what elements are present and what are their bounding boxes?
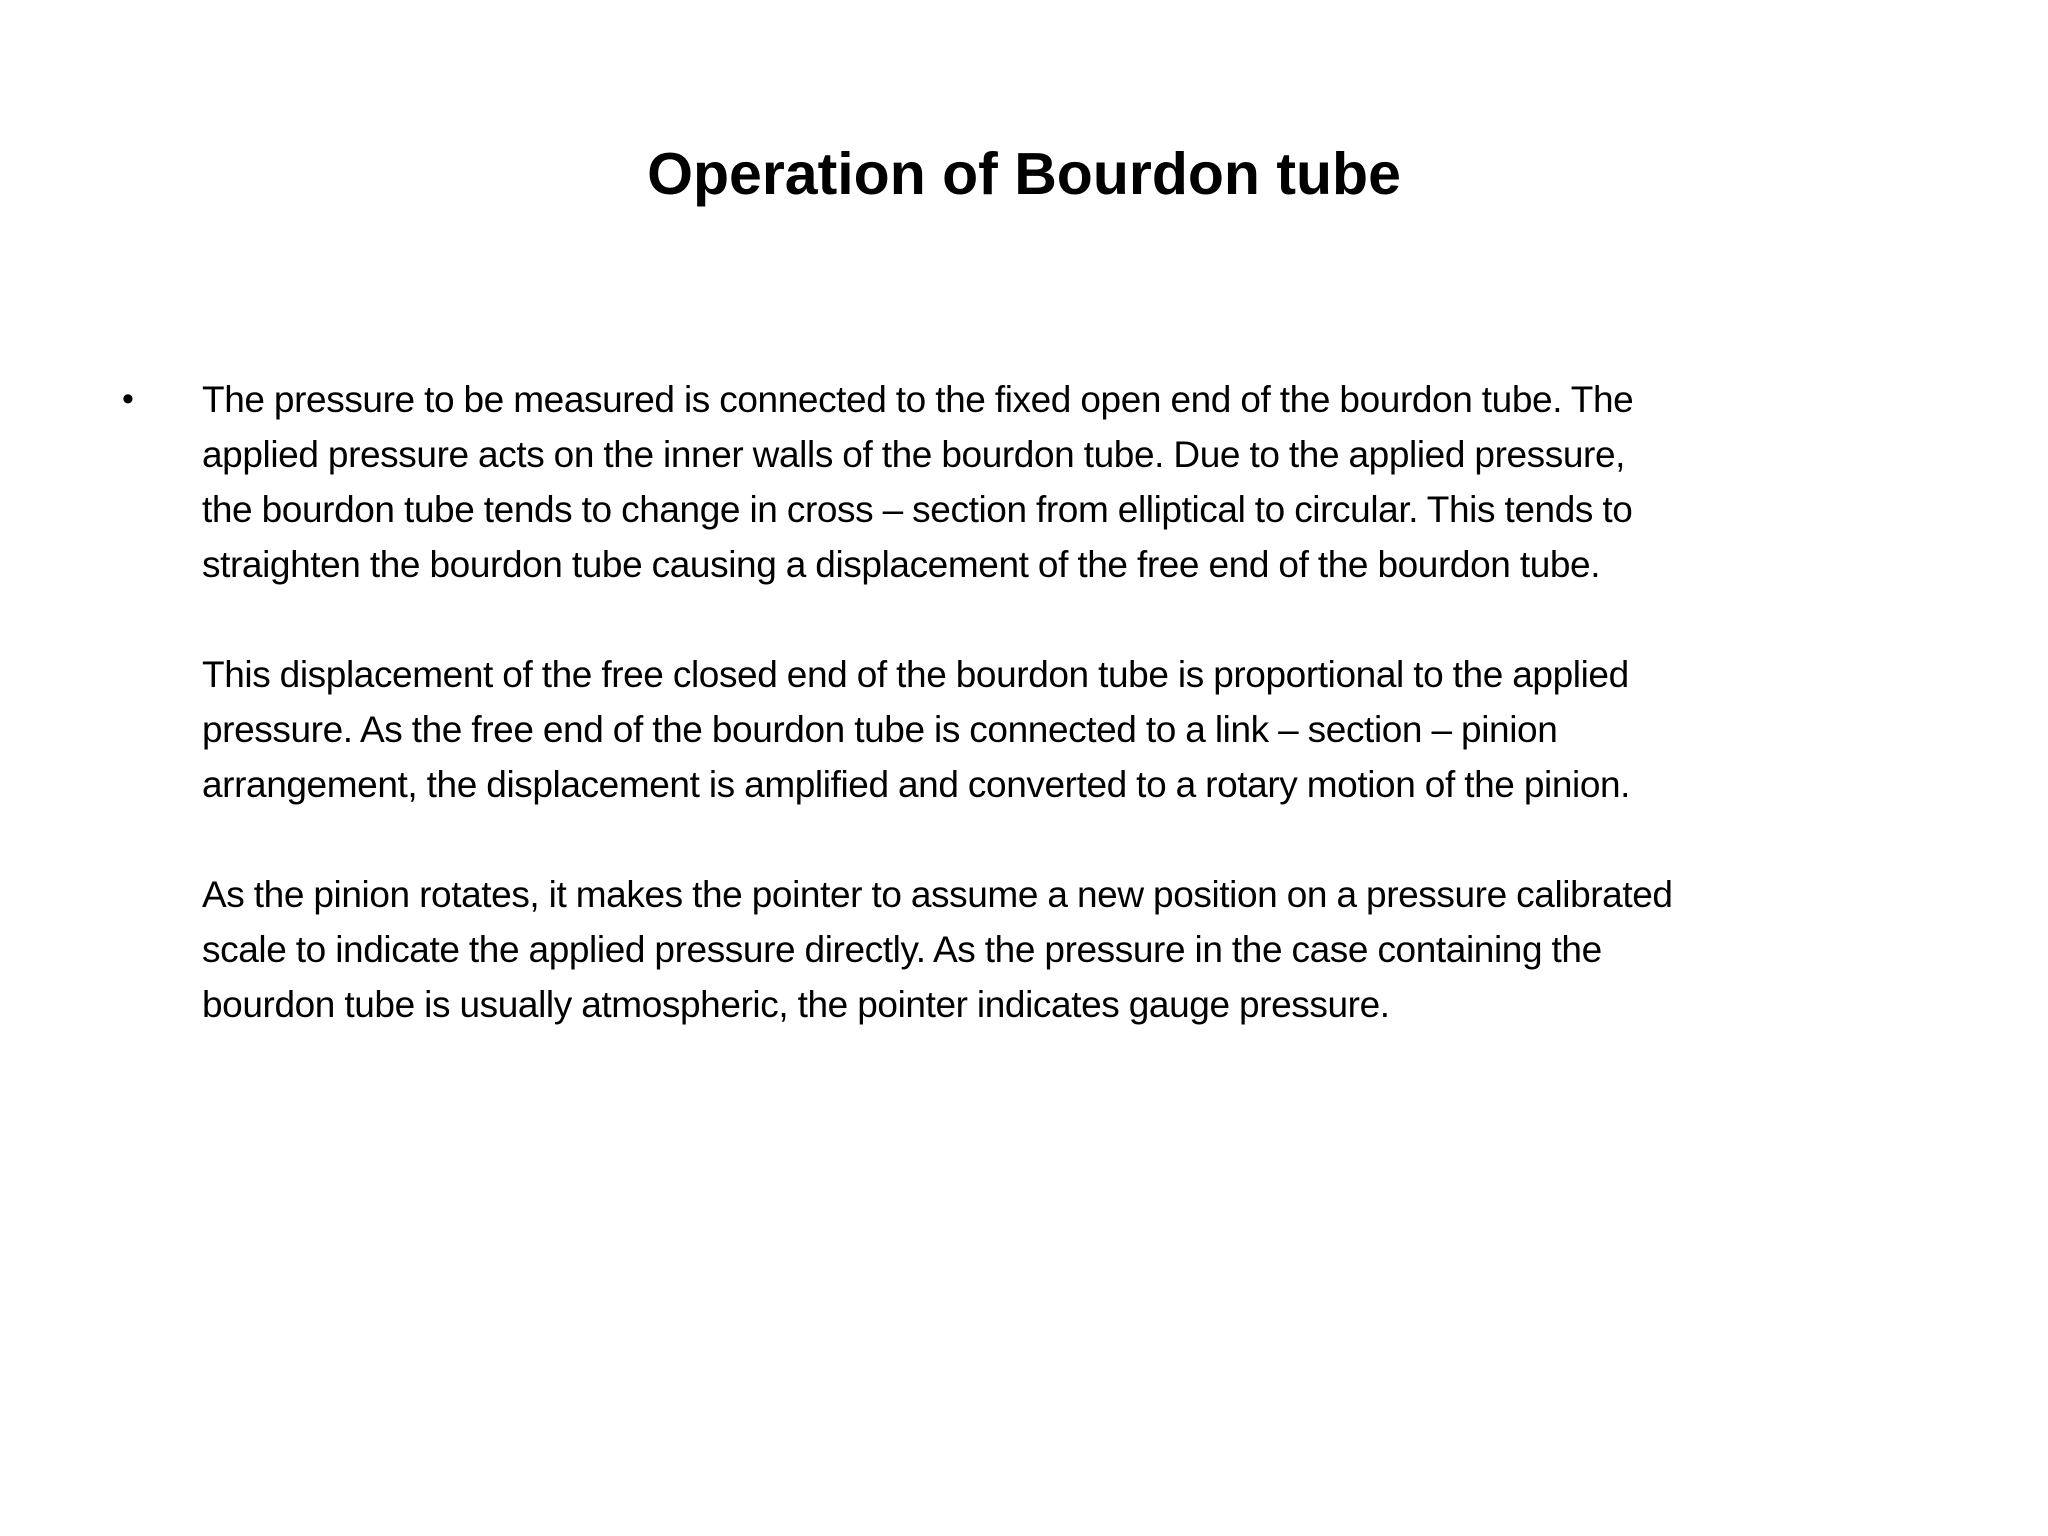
paragraph-3 [202,867,1962,1032]
paragraph-line: scale to indicate the applied pressure directly. As the pressure in the case containing the [202,929,1602,970]
bullet-icon: • [122,380,134,418]
bullet-body [202,372,1962,1087]
paragraph-2 [202,647,1962,812]
paragraph-line: bourdon tube is usually atmospheric, the pointer indicates gauge pressure. [202,984,1390,1025]
paragraph-line: The pressure to be measured is connected to the fixed open end of the bourdon tube. The [202,379,1634,420]
paragraph-1 [202,372,1962,592]
paragraph-line: This displacement of the free closed end of the bourdon tube is proportional to the applied [202,654,1629,695]
paragraph-line: applied pressure acts on the inner walls of the bourdon tube. Due to the applied pressure, [202,434,1626,475]
paragraph-line: As the pinion rotates, it makes the pointer to assume a new position on a pressure calibrated [202,874,1673,915]
paragraph-line: arrangement, the displacement is amplified and converted to a rotary motion of the pinion. [202,764,1631,805]
slide-title: Operation of Bourdon tube [647,141,1401,207]
paragraph-line: the bourdon tube tends to change in cross – section from elliptical to circular. This tends to [202,489,1633,530]
paragraph-line: straighten the bourdon tube causing a displacement of the free end of the bourdon tube. [202,544,1601,585]
paragraph-line: pressure. As the free end of the bourdon tube is connected to a link – section – pinion [202,709,1558,750]
